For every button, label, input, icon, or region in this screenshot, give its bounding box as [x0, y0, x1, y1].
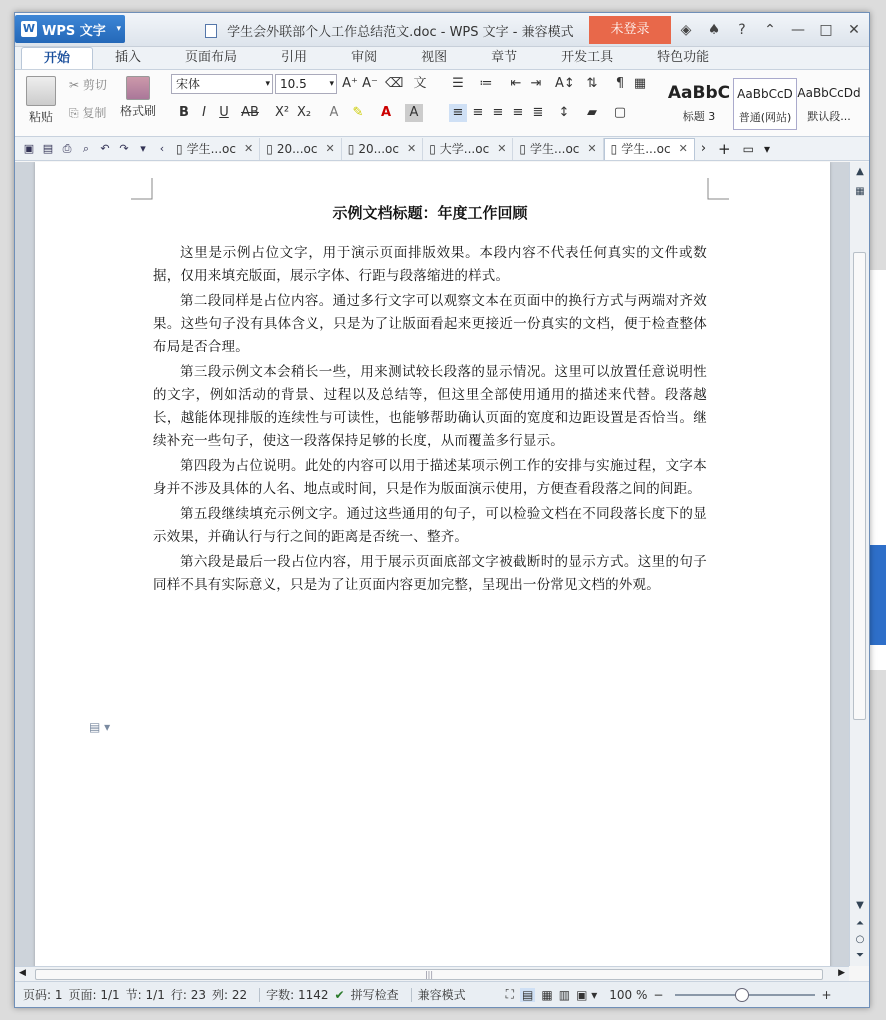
status-column: 列: 22: [211, 988, 248, 1002]
document-canvas: [15, 162, 849, 966]
bold-icon[interactable]: B: [179, 105, 189, 120]
status-pages[interactable]: 页面: 1/1: [68, 988, 120, 1002]
font-color-icon[interactable]: A: [380, 105, 392, 120]
sort-icon[interactable]: ⇅: [586, 76, 598, 91]
highlight-icon[interactable]: ✎: [352, 105, 364, 120]
paste-button[interactable]: [19, 72, 63, 125]
line-spacing-icon[interactable]: ↕: [558, 105, 570, 120]
style-name: 标题 3: [682, 110, 716, 123]
doc-tab-active[interactable]: [604, 138, 695, 160]
sidebar-toggle-icon[interactable]: ▦: [855, 186, 865, 197]
status-page-number[interactable]: 页码: 1: [23, 988, 63, 1002]
borders-icon[interactable]: ▢: [613, 105, 627, 120]
align-center-icon[interactable]: ≡: [472, 105, 484, 120]
grow-font-icon[interactable]: A⁺: [342, 76, 358, 91]
tab-home[interactable]: 开始: [21, 47, 93, 69]
increase-indent-icon[interactable]: ⇥: [530, 76, 542, 91]
select-browse-object-icon[interactable]: ○: [855, 934, 865, 945]
copy-button[interactable]: ⎘ 复制: [69, 106, 107, 120]
align-right-icon[interactable]: ≡: [492, 105, 504, 120]
chevron-down-icon: ▾: [329, 79, 334, 89]
underline-icon[interactable]: U: [219, 105, 229, 120]
numbered-list-icon[interactable]: ≔: [479, 76, 493, 91]
new-tab-icon[interactable]: +: [718, 139, 731, 158]
close-icon[interactable]: ✕: [848, 22, 860, 38]
collapse-ribbon-icon[interactable]: ⌃: [764, 22, 776, 38]
font-size-value: 10.5: [280, 77, 307, 91]
brush-icon: [126, 76, 150, 100]
doc-icon: ▯: [519, 141, 527, 156]
close-tab-icon[interactable]: ✕: [325, 141, 335, 155]
ribbon-tabs: [15, 47, 869, 69]
paragraph: 第四段为占位说明。此处的内容可以用于描述某项示例工作的安排与实施过程，文字本身并不涉及具体的人名、地点或时间，只是作为版面演示使用，方便查看段落之间的间距。: [153, 458, 707, 497]
tab-chapter[interactable]: 章节: [491, 50, 518, 65]
print-icon[interactable]: ⎙: [62, 141, 72, 155]
web-view-icon[interactable]: ▥: [558, 987, 571, 1002]
table-icon[interactable]: ▦: [633, 76, 647, 91]
doc-tab-label: 20...oc: [358, 141, 399, 156]
align-left-icon[interactable]: ≡: [449, 104, 467, 122]
paragraph: 第六段是最后一段占位内容，用于展示页面底部文字被截断时的显示方式。这里的句子同样不具有实际意义，只是为了让页面内容更加完整，呈现出一份常见文档的外观。: [153, 554, 707, 593]
ribbon-home: [15, 69, 869, 137]
doc-icon: ▯: [610, 142, 618, 156]
vertical-scroll-thumb[interactable]: [853, 252, 866, 720]
chevron-down-icon: ▾: [116, 24, 121, 34]
chevron-down-icon[interactable]: ▼: [856, 900, 864, 911]
doc-tab-label: 学生...oc: [621, 142, 671, 156]
paragraph: 第二段同样是占位内容。通过多行文字可以观察文本在页面中的换行方式与两端对齐效果。这些句子没有具体含义，只是为了让版面看起来更接近一份真实的文档，便于检查整体布局是否合理。: [153, 293, 707, 355]
doc-tab-label: 20...oc: [276, 141, 318, 156]
close-tab-icon[interactable]: ✕: [497, 141, 507, 155]
clipboard-icon: [26, 76, 56, 106]
font-size-select[interactable]: [275, 74, 337, 94]
document-icon: [205, 24, 217, 38]
open-folder-icon[interactable]: ▣: [23, 141, 35, 155]
phonetic-guide-icon[interactable]: 文: [413, 76, 427, 91]
skin-icon[interactable]: ◈: [680, 22, 692, 38]
status-section[interactable]: 节: 1/1: [125, 988, 165, 1002]
tab-scroll-right-icon[interactable]: ›: [700, 141, 707, 156]
tab-view[interactable]: 视图: [421, 50, 448, 65]
shading-icon[interactable]: ▰: [587, 105, 597, 120]
window-title-text: 学生会外联部个人工作总结范文.doc - WPS 文字 - 兼容模式: [227, 25, 574, 40]
close-tab-icon[interactable]: ✕: [678, 142, 688, 155]
style-default-paragraph[interactable]: [797, 78, 861, 130]
tab-special-features[interactable]: 特色功能: [657, 50, 710, 65]
doc-tab[interactable]: [513, 138, 603, 160]
document-body[interactable]: [153, 202, 707, 599]
doc-icon: ▯: [176, 141, 183, 156]
paragraph: 这里是示例占位文字，用于演示页面排版效果。本段内容不代表任何真实的文件或数据，仅用来填充版面，展示字体、行距与段落缩进的样式。: [153, 245, 707, 284]
style-name: 默认段...: [807, 110, 851, 123]
justify-icon[interactable]: ≡: [512, 105, 524, 120]
wps-writer-window: [14, 12, 870, 1008]
tab-scroll-left-icon[interactable]: ‹: [159, 141, 165, 155]
status-compat-mode: 兼容模式: [417, 988, 466, 1002]
page-view-icon[interactable]: ▤: [522, 987, 534, 1002]
doc-tab[interactable]: [342, 138, 423, 160]
horizontal-scrollbar[interactable]: [15, 966, 849, 982]
zoom-level[interactable]: 100 %: [609, 987, 648, 1002]
shirt-icon[interactable]: ♠: [707, 22, 721, 38]
chevron-left-icon[interactable]: ◀: [19, 968, 26, 978]
show-marks-icon[interactable]: ¶: [615, 76, 625, 91]
window-title: [205, 21, 574, 40]
paragraph-tool-icon[interactable]: ▤ ▾: [89, 720, 111, 734]
zoom-out-icon[interactable]: −: [653, 987, 664, 1002]
tab-references[interactable]: 引用: [281, 50, 308, 65]
tab-review[interactable]: 审阅: [351, 50, 378, 65]
undo-icon[interactable]: ↶: [100, 141, 110, 155]
copy-label: 复制: [82, 106, 107, 120]
paragraph: 第五段继续填充示例文字。通过这些通用的句子，可以检验文档在不同段落长度下的显示效果，并确认行与行之间的距离是否统一、整齐。: [153, 506, 707, 545]
doc-tab-label: 学生...oc: [530, 141, 580, 156]
divider: [411, 988, 412, 1002]
tab-menu-icon[interactable]: ▭: [742, 141, 754, 156]
outline-view-icon[interactable]: ▦: [541, 987, 553, 1002]
tab-list-icon[interactable]: ▾: [763, 141, 770, 156]
margin-mark-top-left: [131, 178, 153, 200]
reading-mode-icon[interactable]: ▣ ▾: [576, 987, 598, 1002]
cut-label: 剪切: [82, 78, 107, 92]
cut-button[interactable]: ✂ 剪切: [69, 78, 107, 92]
doc-tab[interactable]: [423, 138, 513, 160]
shrink-font-icon[interactable]: A⁻: [362, 76, 378, 91]
strikethrough-icon[interactable]: AB: [241, 105, 259, 120]
close-tab-icon[interactable]: ✕: [406, 141, 417, 155]
customize-toolbar-icon[interactable]: ▾: [140, 141, 146, 155]
chevron-down-icon: ▾: [265, 79, 270, 89]
distributed-icon[interactable]: ≣: [532, 105, 544, 120]
maximize-icon[interactable]: □: [819, 22, 833, 38]
format-painter-label: 格式刷: [119, 104, 156, 118]
style-normal-web[interactable]: [733, 78, 797, 130]
doc-tab[interactable]: [260, 138, 341, 160]
app-name: WPS 文字: [42, 23, 106, 39]
minimize-icon[interactable]: —: [791, 22, 805, 38]
divider: [259, 988, 260, 1002]
doc-icon: ▯: [347, 141, 355, 156]
doc-tab[interactable]: [170, 138, 260, 160]
title-controls: [675, 19, 865, 41]
text-direction-icon[interactable]: A↕: [555, 76, 575, 91]
redo-icon[interactable]: ↷: [119, 141, 129, 155]
paragraph: 第三段示例文本会稍长一些，用来测试较长段落的显示情况。这里可以放置任意说明性的文字，例如活动的背景、过程以及总结等，但这里全部使用通用的描述来代替。段落越长，越能体现排版的连续性与可读性，也能够帮助确认页面的宽度和边距设置是否恰当。继续补充一些句子，使这一段落保持足够的长度，从而覆盖多行显示。: [153, 364, 707, 449]
char-shading-icon[interactable]: A: [405, 104, 423, 122]
save-icon[interactable]: ▤: [42, 141, 54, 155]
style-sample: AaBbCcDd: [797, 86, 861, 100]
status-row: 行: 23: [170, 988, 206, 1002]
subscript-icon[interactable]: X₂: [296, 105, 312, 120]
clear-format-icon[interactable]: ⌫: [385, 76, 404, 91]
decrease-indent-icon[interactable]: ⇤: [510, 76, 522, 91]
text-effect-icon[interactable]: A: [329, 105, 339, 120]
close-tab-icon[interactable]: ✕: [587, 141, 597, 155]
status-spellcheck[interactable]: 拼写检查: [350, 988, 399, 1002]
chevron-right-icon[interactable]: ▶: [838, 968, 845, 978]
paste-label: 粘贴: [28, 110, 53, 124]
fullscreen-view-icon[interactable]: ⛶: [505, 987, 515, 1001]
next-page-icon[interactable]: ⏷: [856, 950, 864, 961]
italic-icon[interactable]: I: [202, 105, 206, 120]
chevron-up-icon[interactable]: ▲: [856, 166, 864, 177]
doc-icon: ▯: [266, 141, 273, 156]
zoom-slider[interactable]: [675, 988, 815, 1002]
title-bar: [15, 13, 869, 47]
font-name-select[interactable]: [171, 74, 273, 94]
margin-mark-top-right: [707, 178, 729, 200]
style-sample: AaBbCcD: [737, 87, 793, 101]
status-word-count[interactable]: 字数: 1142: [266, 988, 329, 1002]
tab-insert[interactable]: 插入: [115, 50, 142, 65]
superscript-icon[interactable]: X²: [274, 105, 290, 120]
doc-tab-label: 学生...oc: [186, 141, 236, 156]
close-tab-icon[interactable]: ✕: [244, 141, 254, 155]
font-name-value: 宋体: [176, 77, 201, 91]
status-bar: [15, 981, 870, 1007]
wps-logo-icon: W: [22, 22, 36, 35]
tab-developer[interactable]: 开发工具: [561, 50, 614, 65]
wps-menu-button[interactable]: [15, 15, 125, 43]
horizontal-scroll-thumb[interactable]: |||: [35, 969, 823, 980]
doc-tab-label: 大学...oc: [439, 141, 490, 156]
doc-icon: ▯: [429, 141, 436, 156]
bullet-list-icon[interactable]: ☰: [452, 76, 464, 91]
login-button[interactable]: 未登录: [589, 16, 671, 44]
quick-access-toolbar: [15, 141, 170, 157]
document-tab-bar: [15, 137, 869, 161]
document-title: 示例文档标题：年度工作回顾: [332, 204, 528, 222]
style-name: 普通(网站): [738, 111, 792, 124]
zoom-in-icon[interactable]: +: [821, 987, 832, 1002]
document-page[interactable]: [35, 162, 830, 966]
style-heading3[interactable]: [663, 78, 735, 130]
spellcheck-icon[interactable]: ✔: [334, 987, 345, 1002]
vertical-scrollbar[interactable]: [849, 162, 869, 966]
previous-page-icon[interactable]: ⏶: [856, 918, 864, 929]
style-sample: AaBbC: [667, 83, 731, 103]
help-icon[interactable]: ?: [738, 22, 746, 38]
tab-page-layout[interactable]: 页面布局: [185, 50, 238, 65]
format-painter-button[interactable]: [115, 72, 161, 119]
print-preview-icon[interactable]: ⌕: [82, 141, 90, 155]
zoom-knob[interactable]: [735, 988, 749, 1002]
